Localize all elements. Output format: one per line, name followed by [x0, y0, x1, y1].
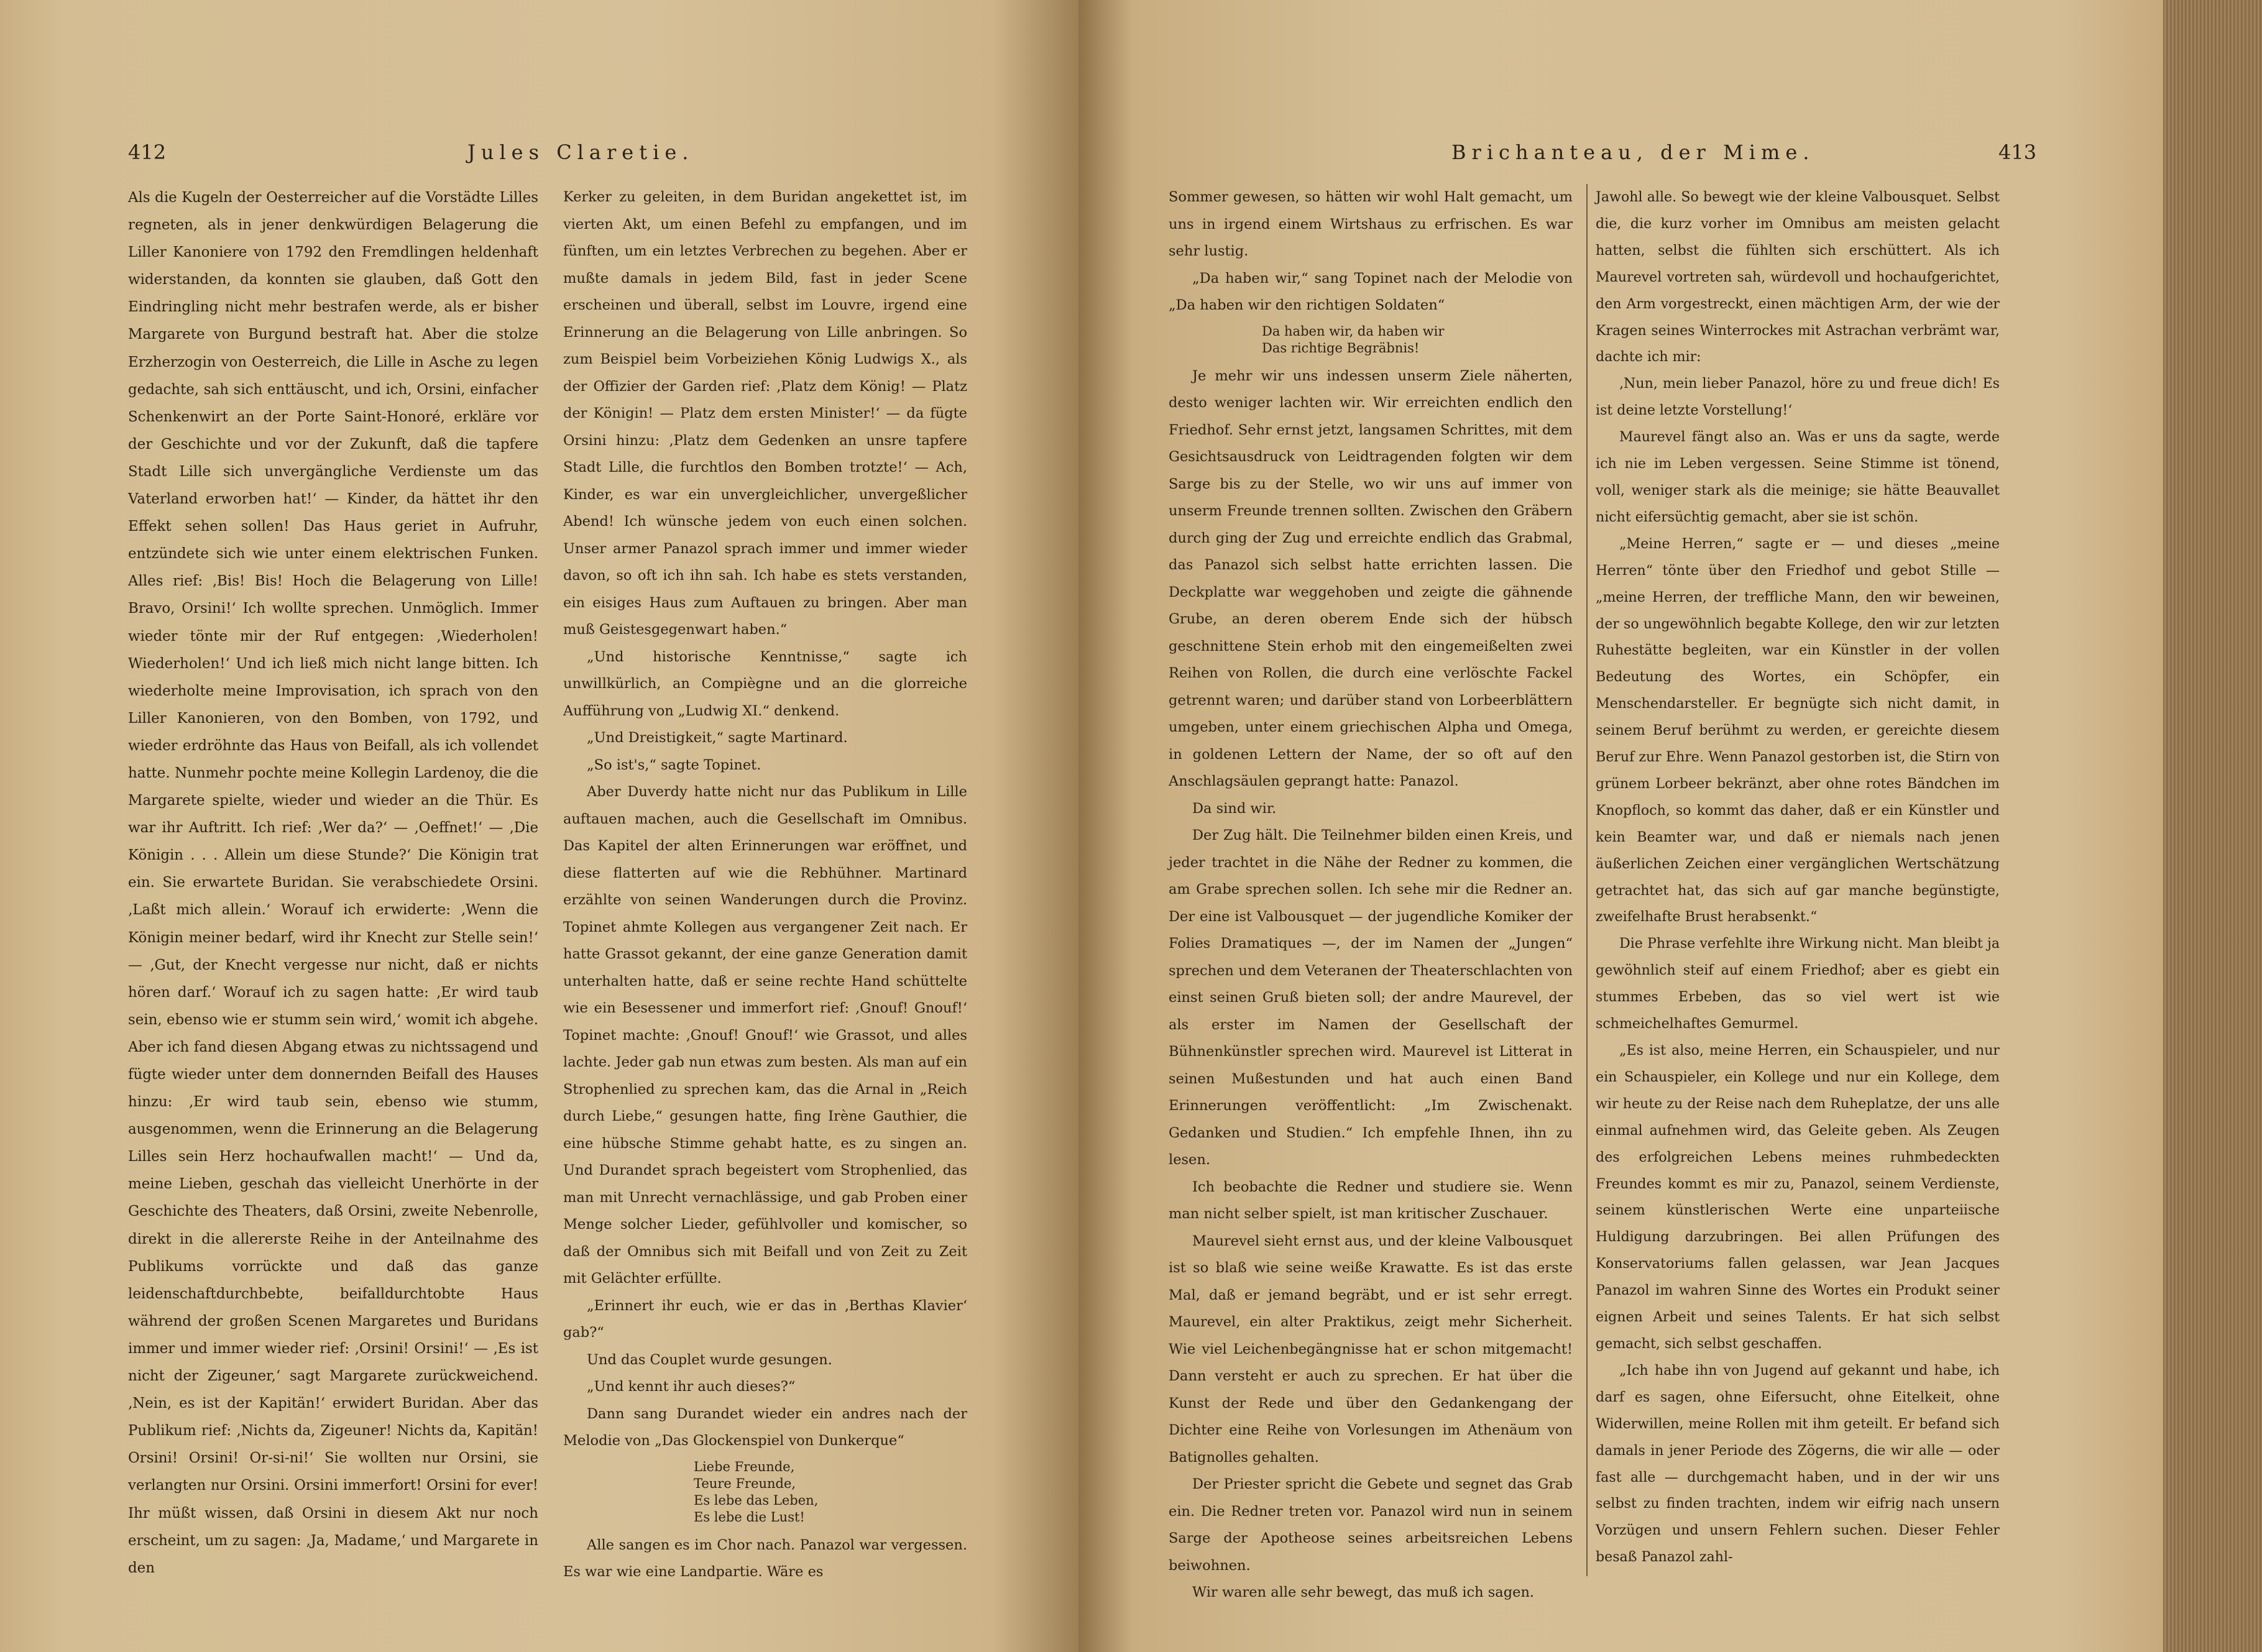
verse-line: Teure Freunde,	[694, 1475, 796, 1491]
paragraph: ‚Nun, mein lieber Panazol, höre zu und freue dich! Es ist deine letzte Vorstellung!‘	[1596, 375, 2000, 419]
song-verse	[1169, 323, 1573, 357]
text-column-2	[1596, 184, 2000, 1571]
paragraph: Die Phrase verfehlte ihre Wirkung nicht. Man bleibt ja gewöhnlich steif auf einem Friedhof; aber es giebt ein stummes Erbeben, das so viel wert ist wie schmeichelhaftes Gemurmel.	[1596, 935, 2000, 1032]
verse-line: Da haben wir, da haben wir	[1262, 323, 1445, 339]
paragraph: „Und historische Kenntnisse,“ sagte ich unwillkürlich, an Compiègne und an die glorreiche Aufführung von „Ludwig XI.“ denkend.	[563, 648, 967, 719]
paragraph: Je mehr wir uns indessen unserm Ziele näherten, desto weniger lachten wir. Wir erreichten endlich den Friedhof. Sehr ernst jetzt, langsamen Schrittes, mit dem Gesichtsausdruck von Leidtragenden folgten wir dem Sarge bis zu der Stelle, wo wir uns auf immer von unserm Freunde trennen sollten. Zwischen den Gräbern durch ging der Zug und erreichte endlich das Grabmal, das Panazol sich selbst hatte errichten lassen. Die Deckplatte war weggehoben und zeigte die gähnende Grube, an deren oberem Ende sich der hübsch geschnittene Stein erhob mit den eingemeißelten zwei Reihen von Rollen, die durch eine verlöschte Fackel getrennt waren; und darüber stand von Lorbeerblättern umgeben, unter einem griechischen Alpha und Omega, in goldenen Lettern der Name, der so oft auf den Anschlagsäulen geprangt hatte: Panazol.	[1169, 367, 1573, 789]
page-number: 413	[1998, 140, 2037, 164]
running-head: Jules Claretie.	[467, 140, 694, 164]
paragraph: Ich beobachte die Redner und studiere sie. Wenn man nicht selber spielt, ist man kritischer Zuschauer.	[1169, 1178, 1573, 1222]
paragraph: Jawohl alle. So bewegt wie der kleine Valbousquet. Selbst die, die kurz vorher im Omnibus am meisten gelacht hatten, selbst die fühlten sich erschüttert. Als ich Maurevel vortreten sah, würdevoll und hochaufgerichtet, den Arm vorgestreckt, einen mächtigen Arm, der wie der Kragen seines Winterrockes mit Astrachan verbrämt war, dachte ich mir:	[1596, 189, 2000, 365]
paragraph: Der Zug hält. Die Teilnehmer bilden einen Kreis, und jeder trachtet in die Nähe der Redner zu kommen, die am Grabe sprechen sollen. Ich sehe mir die Redner an. Der eine ist Valbousquet — der jugendliche Komiker der Folies Dramatiques —, der im Namen der „Jungen“ sprechen und dem Veteranen der Theaterschlachten von einst seinen Gruß bieten soll; der andre Maurevel, der als erster im Namen der Gesellschaft der Bühnenkünstler sprechen wird. Maurevel ist Litterat in seinen Mußestunden und hat auch einen Band Erinnerungen veröffentlicht: „Im Zwischenakt. Gedanken und Studien.“ Ich empfehle Ihnen, ihn zu lesen.	[1169, 827, 1573, 1168]
paragraph: „Erinnert ihr euch, wie er das in ‚Berthas Klavier‘ gab?“	[563, 1297, 967, 1341]
paragraph: Maurevel fängt also an. Was er uns da sagte, werde ich nie im Leben vergessen. Seine Stimme ist tönend, voll, weniger stark als die meinige; sie hätte Beauvallet nicht eifersüchtig gemacht, aber sie ist schön.	[1596, 429, 2000, 525]
paragraph: „Es ist also, meine Herren, ein Schauspieler, und nur ein Schauspieler, ein Kollege und nur ein Kollege, dem wir heute zu der Reise nach dem Ruheplatze, der uns alle einmal aufnehmen wird, das Geleite geben. Als Zeugen des erfolgreichen Lebens meines ruhmbedeckten Freundes kommt es mir zu, Panazol, seinem Verdienste, seinem künstlerischen Werte eine unparteiische Huldigung darzubringen. Bei allen Prüfungen des Konservatoriums fallen gelassen, war Jean Jacques Panazol im wahren Sinne des Wortes ein Produkt seiner eignen Arbeit und seines Talents. Er hat sich selbst gemacht, sich selbst geschaffen.	[1596, 1042, 2000, 1352]
paragraph: „So ist's,“ sagte Topinet.	[587, 756, 761, 773]
paragraph: Der Priester spricht die Gebete und segnet das Grab ein. Die Redner treten vor. Panazol wird nun in seinem Sarge der Apotheose seines arbeitsreichen Lebens beiwohnen.	[1169, 1476, 1573, 1574]
paragraph: Und das Couplet wurde gesungen.	[587, 1351, 832, 1368]
paragraph: Wir waren alle sehr bewegt, das muß ich sagen.	[1192, 1584, 1535, 1600]
page-stack-edge	[2163, 0, 2262, 1652]
paragraph: Dann sang Durandet wieder ein andres nach der Melodie von „Das Glockenspiel von Dunkerque“	[563, 1405, 967, 1449]
paragraph: „Meine Herren,“ sagte er — und dieses „meine Herren“ tönte über den Friedhof und gebot Stille — „meine Herren, der treffliche Mann, den wir beweinen, der so ungewöhnlich begabte Kollege, den wir zur letzten Ruhestätte begleiten, war ein Künstler in der vollen Bedeutung des Wortes, ein Schöpfer, ein Menschendarsteller. Er begnügte sich nicht damit, in seinem Beruf berühmt zu werden, er gereichte diesem Beruf zur Ehre. Wenn Panazol gestorben ist, die Stirn von grünem Lorbeer bekränzt, aber ohne rotes Bändchen im Knopfloch, so kommt das daher, daß er ein Künstler und kein Beamter war, und daß er niemals nach jenen äußerlichen Zeichen einer vergänglichen Wertschätzung getrachtet hat, das sich auf gar manche begünstigte, zweifelhafte Brust herabsenkt.“	[1596, 535, 2000, 925]
verse-line: Das richtige Begräbnis!	[1262, 340, 1420, 356]
column-divider	[1586, 184, 1588, 1576]
paragraph: „Ich habe ihn von Jugend auf gekannt und habe, ich darf es sagen, ohne Eifersucht, ohne Eitelkeit, ohne Widerwillen, meine Rollen mit ihm geteilt. Er befand sich damals in jener Periode des Zögerns, die wir alle — oder fast alle — durchgemacht haben, und in der wir uns selbst zu finden trachten, indem wir eifrig nach unsern Vorzügen und unsern Fehlern suchen. Dieser Fehler besaß Panazol zahl-	[1596, 1362, 2000, 1566]
verse-line: Liebe Freunde,	[694, 1459, 795, 1474]
song-verse	[563, 1459, 967, 1526]
paragraph: „Da haben wir,“ sang Topinet nach der Melodie von „Da haben wir den richtigen Soldaten“	[1169, 270, 1573, 313]
text-column-1	[1169, 184, 1573, 1607]
paragraph: Alle sangen es im Chor nach. Panazol war vergessen. Es war wie eine Landpartie. Wäre es	[563, 1536, 967, 1580]
left-page	[0, 0, 1078, 1652]
paragraph: Als die Kugeln der Oesterreicher auf die Vorstädte Lilles regneten, als in jener denkwürdigen Belagerung die Liller Kanoniere von 1792 den Fremdlingen heldenhaft widerstanden, da konnten sie glauben, daß Gott den Eindringling nicht mehr bestrafen werde, als er bisher Margarete von Burgund bestraft hat. Aber die stolze Erzherzogin von Oesterreich, die Lille in Asche zu legen gedachte, sah sich enttäuscht, und ich, Orsini, einfacher Schenkenwirt an der Porte Saint-Honoré, erkläre vor der Geschichte und vor der Zukunft, daß die tapfere Stadt Lille sich unvergängliche Verdienste um das Vaterland erworben hat!‘ — Kinder, da hättet ihr den Effekt sehen sollen! Das Haus geriet in Aufruhr, entzündete sich wie unter einem elektrischen Funken. Alles rief: ‚Bis! Bis! Hoch die Belagerung von Lille! Bravo, Orsini!‘ Ich wollte sprechen. Unmöglich. Immer wieder tönte mir der Ruf entgegen: ‚Wiederholen! Wiederholen!‘ Und ich ließ mich nicht lange bitten. Ich wiederholte meine Improvisation, ich sprach von den Liller Kanonieren, von den Bomben, von 1792, und wieder erdröhnte das Haus von Beifall, als ich vollendet hatte. Nunmehr pochte meine Kollegin Lardenoy, die die Margarete spielte, wieder und wieder an die Thür. Es war ihr Auftritt. Ich rief: ‚Wer da?‘ — ‚Oeffnet!‘ — ‚Die Königin . . . Allein um diese Stunde?‘ Die Königin trat ein. Sie erwartete Buridan. Sie verabschiedete Orsini. ‚Laßt mich allein.‘ Worauf ich erwiderte: ‚Wenn die Königin meiner bedarf, wird ihr Knecht zur Stelle sein!‘ — ‚Gut, der Knecht vergesse nur nicht, daß er nichts hören darf.‘ Worauf ich zu sagen hatte: ‚Er wird taub sein, ebenso wie er stumm sein wird,‘ womit ich abgehe. Aber ich fand diesen Abgang etwas zu nichtssagend und fügte wieder unter dem donnernden Beifall des Hauses hinzu: ‚Er wird taub sein, ebenso wie stumm, ausgenommen, wenn die Erinnerung an die Belagerung Lilles sein Herz hochaufwallen macht!‘ — Und da, meine Lieben, geschah das vielleicht Unerhörte in der Geschichte des Theaters, daß Orsini, zweite Nebenrolle, direkt in die allererste Reihe in der Anteilnahme des Publikums vorrückte und daß das ganze leidenschaftdurchbebte, beifalldurchtobte Haus während der großen Scenen Margaretes und Buridans immer und immer wieder rief: ‚Orsini! Orsini!‘ — ‚Es ist nicht der Zigeuner,‘ sagt Margarete zurückweichend. ‚Nein, es ist der Kapitän!‘ erwidert Buridan. Aber das Publikum rief: ‚Nichts da, Zigeuner! Nichts da, Kapitän! Orsini! Orsini! Or-si-ni!‘ Sie wollten nur Orsini, sie verlangten nur Orsini. Orsini immerfort! Orsini for ever! Ihr müßt wissen, daß Orsini in diesem Akt nur noch erscheint, um zu sagen: ‚Ja, Madame,‘ und Margarete in den	[128, 190, 538, 1576]
paragraph: Maurevel sieht ernst aus, und der kleine Valbousquet ist so blaß wie seine weiße Krawatte. Es ist das erste Mal, daß er jemand begräbt, und er ist sehr erregt. Maurevel, ein alter Praktikus, zeigt mehr Sicherheit. Wie viel Leichenbegängnisse hat er schon mitgemacht! Dann versteht er auch zu sprechen. Er hat über die Kunst der Rede und über den Gedankengang der Dichter eine Reihe von Vorlesungen im Athenäum von Batignolles gehalten.	[1169, 1232, 1573, 1466]
text-column-2	[563, 184, 967, 1586]
paragraph: Sommer gewesen, so hätten wir wohl Halt gemacht, um uns in irgend einem Wirtshaus zu erfrischen. Es war sehr lustig.	[1169, 189, 1573, 259]
text-column-1	[128, 184, 538, 1582]
running-head: Brichanteau, der Mime.	[1451, 140, 1815, 164]
paragraph: „Und Dreistigkeit,“ sagte Martinard.	[587, 730, 848, 746]
paragraph: Aber Duverdy hatte nicht nur das Publikum in Lille auftauen machen, auch die Gesellschaft im Omnibus. Das Kapitel der alten Erinnerungen war eröffnet, und diese flatterten auf wie die Rebhühner. Martinard erzählte von seinen Wanderungen durch die Provinz. Topinet ahmte Kollegen aus vergangener Zeit nach. Er hatte Grassot gekannt, der eine ganze Generation damit unterhalten hatte, daß er seine rechte Hand schüttelte wie ein Besessener und immerfort rief: ‚Gnouf! Gnouf!‘ Topinet machte: ‚Gnouf! Gnouf!‘ wie Grassot, und alles lachte. Jeder gab nun etwas zum besten. Als man auf ein Strophenlied zu sprechen kam, das die Arnal in „Reich durch Liebe,“ gesungen hatte, fing Irène Gauthier, die eine hübsche Stimme gehabt hatte, es zu singen an. Und Durandet sprach begeistert vom Strophenlied, das man mit Unrecht vernachlässige, und gab Proben einer Menge solcher Lieder, gefühlvoller und komischer, so daß der Omnibus sich mit Beifall und von Zeit zu Zeit mit Gelächter erfüllte.	[563, 784, 967, 1287]
right-page	[1078, 0, 2163, 1652]
paragraph: Kerker zu geleiten, in dem Buridan angekettet ist, im vierten Akt, um einen Befehl zu empfangen, und im fünften, um ein letztes Verbrechen zu begehen. Aber er mußte damals in jedem Bild, fast in jeder Scene erscheinen und überall, selbst im Louvre, irgend eine Erinnerung an die Belagerung von Lille anbringen. So zum Beispiel beim Vorbeiziehen König Ludwigs X., als der Offizier der Garden rief: ‚Platz dem König! — Platz der Königin! — Platz dem ersten Minister!‘ — da fügte Orsini hinzu: ‚Platz dem Gedenken an unsre tapfere Stadt Lille, die furchtlos den Bomben trotzte!‘ — Ach, Kinder, es war ein unvergleichlicher, unvergeßlicher Abend! Ich wünsche jedem von euch einen solchen. Unser armer Panazol sprach immer und immer wieder davon, so oft ich ihn sah. Ich habe es stets verstanden, ein eisiges Haus zum Auftauen zu bringen. Aber man muß Geistesgegenwart haben.“	[563, 189, 967, 638]
paragraph: „Und kennt ihr auch dieses?“	[587, 1379, 796, 1395]
verse-line: Es lebe die Lust!	[694, 1509, 805, 1525]
verse-line: Es lebe das Leben,	[694, 1492, 819, 1508]
page-number: 412	[128, 140, 167, 164]
paragraph: Da sind wir.	[1192, 800, 1277, 817]
